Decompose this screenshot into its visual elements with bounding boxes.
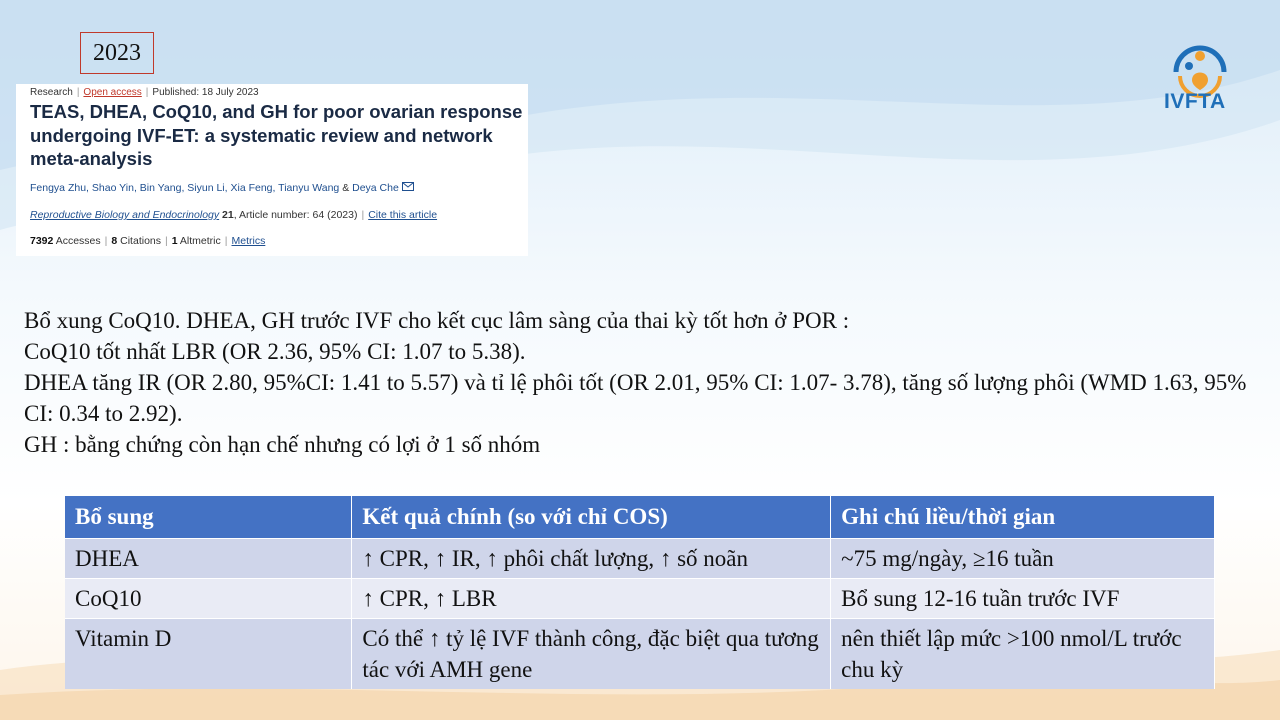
citations-count: 8: [111, 235, 118, 247]
author-link[interactable]: Xia Feng: [230, 182, 273, 194]
summary-line: GH : bằng chứng còn hạn chế nhưng có lợi ở 1 số nhóm: [24, 432, 541, 457]
metrics-link[interactable]: Metrics: [231, 235, 266, 247]
published-date: Published: 18 July 2023: [152, 87, 259, 98]
logo-text: IVFTA: [1164, 90, 1226, 113]
table-cell: Có thể ↑ tỷ lệ IVF thành công, đặc biệt qua tương tác với AMH gene: [352, 619, 831, 690]
paper-journal: Reproductive Biology and Endocrinology 21, Article number: 64 (2023) | Cite this article: [30, 209, 438, 221]
article-number: , Article number: 64 (2023): [233, 209, 358, 221]
cite-link[interactable]: Cite this article: [368, 209, 438, 221]
altmetric-label: Altmetric: [179, 235, 221, 247]
citations-label: Citations: [120, 235, 161, 247]
accesses-count: 7392: [30, 235, 54, 247]
paper-type: Research: [30, 87, 73, 98]
table-cell: ↑ CPR, ↑ LBR: [352, 579, 831, 619]
author-link[interactable]: Tianyu Wang: [278, 182, 340, 194]
header-cell: Kết quả chính (so với chỉ COS): [352, 496, 831, 539]
table-row: [65, 619, 1215, 690]
altmetric-count: 1: [171, 235, 178, 247]
header-cell: Ghi chú liều/thời gian: [831, 496, 1215, 539]
paper-authors: Fengya Zhu, Shao Yin, Bin Yang, Siyun Li, Xia Feng, Tianyu Wang & Deya Che: [30, 182, 414, 194]
author-link[interactable]: Deya Che: [352, 182, 399, 194]
journal-volume: 21: [222, 209, 234, 221]
summary-text: [24, 305, 1264, 460]
table-header-row: [65, 496, 1215, 539]
summary-line: DHEA tăng IR (OR 2.80, 95%CI: 1.41 to 5.57) và tỉ lệ phôi tốt (OR 2.01, 95% CI: 1.07- 3.78), tăng số lượng phôi (WMD 1.63, 95% CI: 0.34 to 2.92).: [24, 370, 1247, 426]
summary-line: Bổ xung CoQ10. DHEA, GH trước IVF cho kết cục lâm sàng của thai kỳ tốt hơn ở POR :: [24, 308, 850, 333]
paper-screenshot: [16, 84, 528, 256]
open-access-link[interactable]: Open access: [83, 87, 142, 98]
year-box: 2023: [80, 32, 154, 74]
table-cell: DHEA: [65, 539, 352, 579]
table-cell: nên thiết lập mức >100 nmol/L trước chu kỳ: [831, 619, 1215, 690]
table-cell: ~75 mg/ngày, ≥16 tuần: [831, 539, 1215, 579]
table-cell: Vitamin D: [65, 619, 352, 690]
accesses-label: Accesses: [55, 235, 101, 247]
table-row: [65, 579, 1215, 619]
table-cell: ↑ CPR, ↑ IR, ↑ phôi chất lượng, ↑ số noãn: [352, 539, 831, 579]
author-link[interactable]: Fengya Zhu: [30, 182, 87, 194]
author-link[interactable]: Shao Yin: [91, 182, 134, 194]
supplement-table: [65, 496, 1215, 689]
journal-link[interactable]: Reproductive Biology and Endocrinology: [30, 209, 220, 221]
table-cell: CoQ10: [65, 579, 352, 619]
table-row: [65, 539, 1215, 579]
paper-metrics: 7392 Accesses | 8 Citations | 1 Altmetric | Metrics: [30, 235, 266, 247]
summary-line: CoQ10 tốt nhất LBR (OR 2.36, 95% CI: 1.07 to 5.38).: [24, 339, 526, 364]
header-cell: Bổ sung: [65, 496, 352, 539]
table-cell: Bổ sung 12-16 tuần trước IVF: [831, 579, 1215, 619]
author-link[interactable]: Bin Yang: [139, 182, 182, 194]
mail-icon[interactable]: [402, 182, 414, 191]
paper-title: TEAS, DHEA, CoQ10, and GH for poor ovarian response undergoing IVF-ET: a systematic review and network meta-analysis: [30, 101, 523, 169]
author-link[interactable]: Siyun Li: [187, 182, 225, 194]
paper-meta: Research | Open access | Published: 18 July 2023: [30, 87, 259, 98]
